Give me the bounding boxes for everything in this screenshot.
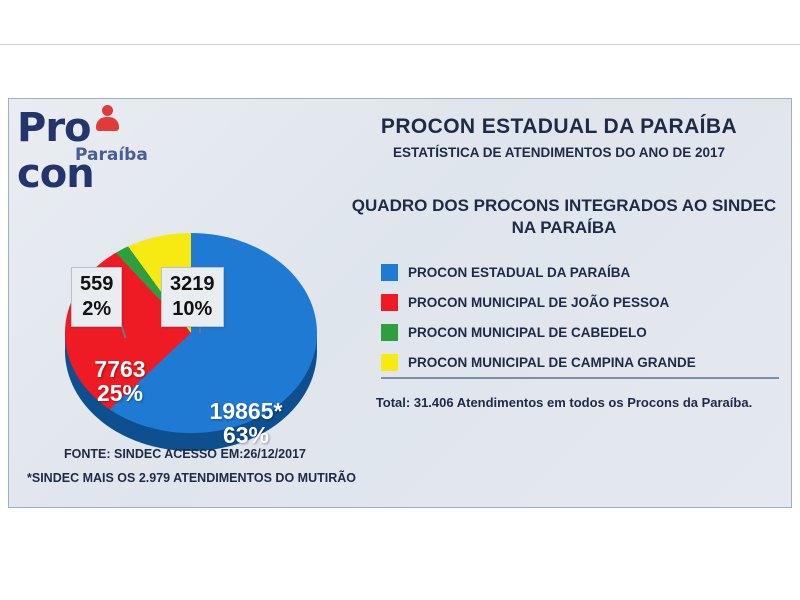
pie-label-cabedelo [71, 267, 122, 327]
pie-value-estadual: 19865* [209, 398, 283, 424]
pie-label-estadual [181, 399, 311, 447]
source-note: FONTE: SINDEC ACESSO EM:26/12/2017 [64, 447, 306, 461]
pie-pct-campina-grande: 10% [172, 298, 213, 320]
bottom-white-band [0, 508, 800, 600]
page-subtitle: ESTATÍSTICA DE ATENDIMENTOS DO ANO DE 2017 [392, 145, 726, 160]
pie-pct-joao-pessoa: 25% [96, 380, 144, 406]
pie-value-cabedelo: 559 [80, 273, 114, 295]
legend-swatch-green [381, 324, 398, 341]
pie-value-campina-grande: 3219 [170, 273, 215, 295]
legend-item [381, 257, 781, 287]
pie-label-campina-grande [161, 267, 224, 327]
logo-person-head [102, 105, 113, 116]
logo-subtitle: Paraíba [75, 145, 148, 165]
page-title: PROCON ESTADUAL DA PARAÍBA [380, 115, 738, 138]
divider-line [0, 44, 800, 45]
pie-label-joao-pessoa [65, 357, 175, 405]
legend-item [381, 287, 781, 317]
pie-pct-cabedelo: 2% [82, 298, 112, 320]
legend-underline [381, 377, 779, 379]
section-title: QUADRO DOS PROCONS INTEGRADOS AO SINDEC NA PARAÍBA [351, 196, 777, 237]
legend-swatch-blue [381, 264, 398, 281]
logo-text-con: con [17, 151, 94, 197]
legend-label: PROCON MUNICIPAL DE CAMPINA GRANDE [408, 354, 696, 370]
asterisk-note: *SINDEC MAIS OS 2.979 ATENDIMENTOS DO MUTIRÃO [27, 471, 356, 485]
chart-legend [381, 257, 781, 377]
legend-swatch-red [381, 294, 398, 311]
logo-text-pro: Pro [17, 105, 91, 151]
legend-item [381, 347, 781, 377]
pie-value-joao-pessoa: 7763 [94, 356, 146, 382]
top-white-band [0, 0, 800, 98]
chart-slide-panel [8, 98, 792, 508]
total-annotation: Total: 31.406 Atendimentos em todos os Procons da Paraíba. [375, 395, 753, 410]
procon-logo [17, 105, 187, 197]
pie-pct-estadual: 63% [222, 422, 270, 448]
logo-person-body [96, 117, 119, 131]
legend-swatch-yellow [381, 354, 398, 371]
legend-item [381, 317, 781, 347]
legend-label: PROCON MUNICIPAL DE JOÃO PESSOA [408, 294, 670, 310]
legend-label: PROCON MUNICIPAL DE CABEDELO [408, 324, 647, 340]
logo-person-icon [95, 105, 121, 135]
legend-label: PROCON ESTADUAL DA PARAÍBA [408, 264, 631, 280]
